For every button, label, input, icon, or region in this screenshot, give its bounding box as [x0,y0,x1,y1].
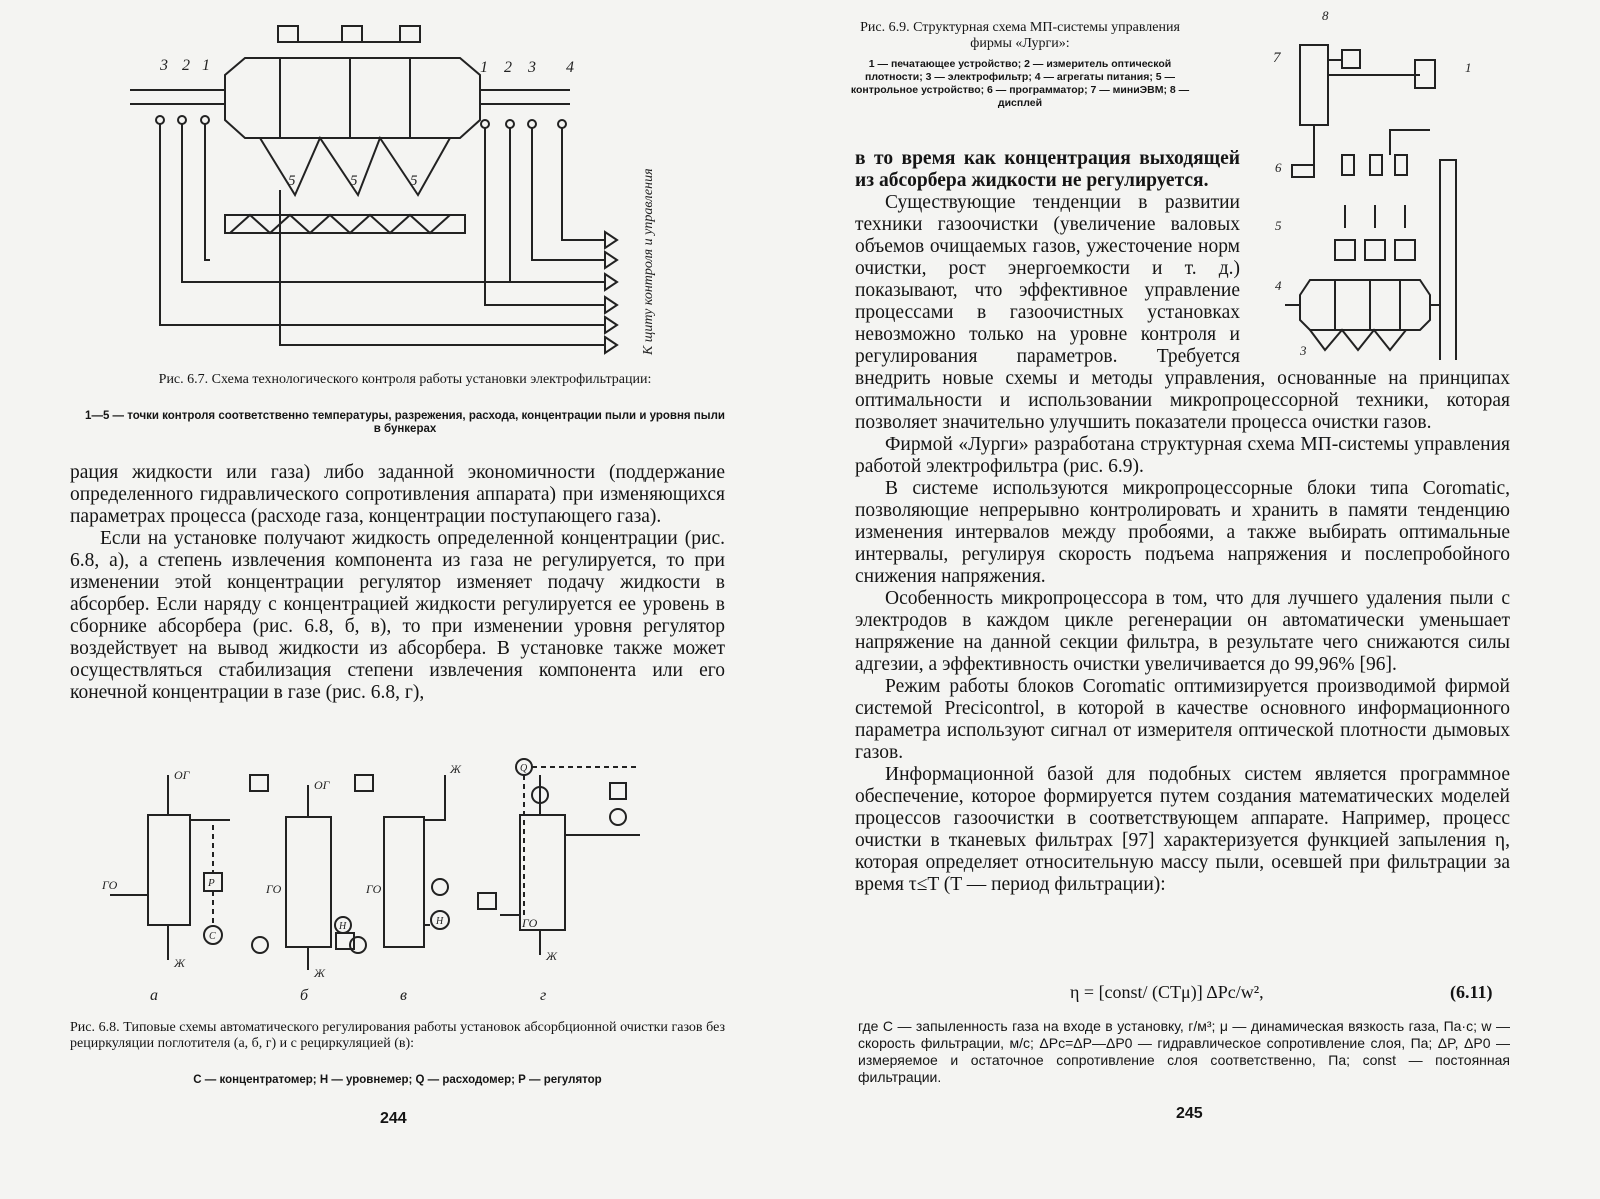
fig68-c: С [209,931,216,942]
fig69-label: 6 [1275,160,1282,175]
fig68-legend: С — концентратомер; Н — уровнемер; Q — расходомер; Р — регулятор [193,1074,602,1086]
paragraph: Если на установке получают жидкость определенной концентрации (рис. 6.8, а), а степень извлечения компонента из газа не регулируется, то при изменении этой концентрации регулятор изменяет подачу жидкости в абсорбер. Если наряду с концентрацией жидкости регулируется ее уровень в сборнике абсорбера (рис. 6.8, б, в), то при изменении уровня регулятор воздействует на вывод жидкости из абсорбера. В установке также может осуществляться стабилизация степени извлечения компонента или его конечной концентрации в газе (рис. 6.8, г), [70,528,725,703]
fig67-label: 4 [566,59,574,76]
fig68-sub: в [400,987,407,1004]
fig67-side-text: К щиту контроля и управления [641,168,656,355]
page-245 [800,0,1600,1199]
figure-6-7-diagram [120,20,680,360]
paragraph: Режим работы блоков Coromatic оптимизируется производимой фирмой системой Precicontrol, в которой в качестве основного информационного параметра используют сигнал от измерителя оптической плотности дымовых газов. [855,676,1510,763]
fig68-go: ГО [366,882,382,896]
fig68-go: ГО [522,916,538,930]
fig68-og: ОГ [314,778,330,792]
page-number: 244 [380,1110,407,1127]
fig68-zh: Ж [450,762,461,776]
fig67-label: 2 [182,57,190,74]
paragraph: В системе используются микропроцессорные блоки типа Coromatic, позволяющие непрерывно контролировать и хранить в памяти тенденцию изменения интервалов между пробоями, а также выбирать оптимальные интервалы, регулируя скорость подъема напряжения и послепробойного снижения напряжения. [855,478,1510,587]
left-body-text [70,462,725,704]
fig67-label: 1 [480,59,488,76]
fig68-q: Q [520,763,528,774]
variable-definitions: где C — запыленность газа на входе в установку, г/м³; μ — динамическая вязкость газа, Па·с; w — скорость фильтрации, м/с; ΔPc=ΔP—ΔP0 — гидравлическое сопротивление слоя, Па; ΔP, ΔP0 — измеряемое и остаточное сопротивление слоя соответственно, Па; const — постоянная фильтрации. [858,1018,1510,1085]
fig68-h: Н [339,921,347,932]
paragraph: Информационной базой для подобных систем является программное обеспечение, которое формируется путем создания математических моделей процессов газоочистки в соответствующем аппарате. Например, процесс очистки в тканевых фильтрах [97] характеризуется функцией запыления η, которая определяет относительную массу пыли, осевшей при фильтрации за время τ≤T (T — период фильтрации): [855,764,1510,895]
right-body-text [855,148,1510,896]
paragraph: Особенность микропроцессора в том, что для лучшего удаления пыли с электродов в каждом цикле регенерации он автоматически уменьшает напряжение на данной секции фильтра, в результате чего снижаются силы адгезии, а эффективность очистки увеличивается до 99,96% [96]. [855,588,1510,675]
fig69-caption: Рис. 6.9. Структурная схема МП-системы управления фирмы «Лурги»: [860,20,1180,51]
fig67-label: 3 [160,57,168,74]
fig69-label: 4 [1275,278,1282,293]
fig68-zh: Ж [174,956,185,970]
page-number: 245 [1176,1105,1203,1122]
fig68-caption: Рис. 6.8. Типовые схемы автоматического регулирования работы установок абсорбционной очистки газов без рециркуляции поглотителя (а, б, г) и с рециркуляцией (в): [70,1020,725,1051]
paragraph: в то время как концентрация выходящей из абсорбера жидкости не регулируется. [855,148,1240,191]
fig69-legend: 1 — печатающее устройство; 2 — измеритель оптической плотности; 3 — электрофильтр; 4 — агрегаты питания; 5 — контрольное устройство; 6 — программатор; 7 — миниЭВМ; 8 — дисплей [850,58,1190,109]
fig67-label: 3 [528,59,536,76]
fig69-label: 8 [1322,8,1329,23]
fig67-legend: 1—5 — точки контроля соответственно температуры, разрежения, расхода, концентрации пыли и уровня пыли в бункерах [85,410,725,435]
fig67-label-5: 5 [350,173,358,189]
fig68-sub: а [150,987,158,1004]
paragraph: Фирмой «Лурги» разработана структурная схема МП-системы управления работой электрофильтра (рис. 6.9). [855,434,1510,477]
fig69-label: 3 [1300,343,1307,358]
fig67-caption: Рис. 6.7. Схема технологического контроля работы установки электрофильтрации: [158,372,652,387]
paragraph: рация жидкости или газа) либо заданной экономичности (поддержание определенного гидравлического сопротивления аппарата) при изменяющихся параметрах процесса (расходе газа, концентрации поступающего газа). [70,462,725,527]
equation: η = [const/ (CTμ)] ΔPc/w², [1070,982,1264,1002]
fig69-label: 7 [1273,50,1281,66]
fig68-sub: г [540,987,547,1004]
fig68-go: ГО [266,882,282,896]
fig68-p: Р [208,877,215,889]
fig68-h: Н [436,916,444,927]
fig68-og: ОГ [174,768,190,782]
fig67-label-5: 5 [288,173,296,189]
fig67-label: 2 [504,59,512,76]
fig67-label-5: 5 [410,173,418,189]
equation-number: (6.11) [1450,982,1493,1002]
fig69-label: 5 [1275,218,1282,233]
figure-6-8-diagram [100,755,700,1005]
fig68-zh: Ж [314,966,325,980]
fig67-label: 1 [202,57,210,74]
fig69-label: 1 [1465,60,1472,75]
page-244 [0,0,790,1199]
paragraph: Существующие тенденции в развитии техники газоочистки (увеличение валовых объемов очищаемых газов, ужесточение норм очистки, рост энергоемкости и т. д.) показывают, что эффективное управление процессами в газоочистных установках невозможно только на уровне контроля и регулирования параметров. Требуется внедрить новые схемы и методы управления, основанные на принципах оптимальности и использовании микропроцессорной техники, которая позволяет значительно улучшить показатели процесса очистки газов. [855,192,1510,433]
fig68-sub: б [300,987,309,1004]
fig68-zh: Ж [546,949,557,963]
fig68-go: ГО [102,878,118,892]
